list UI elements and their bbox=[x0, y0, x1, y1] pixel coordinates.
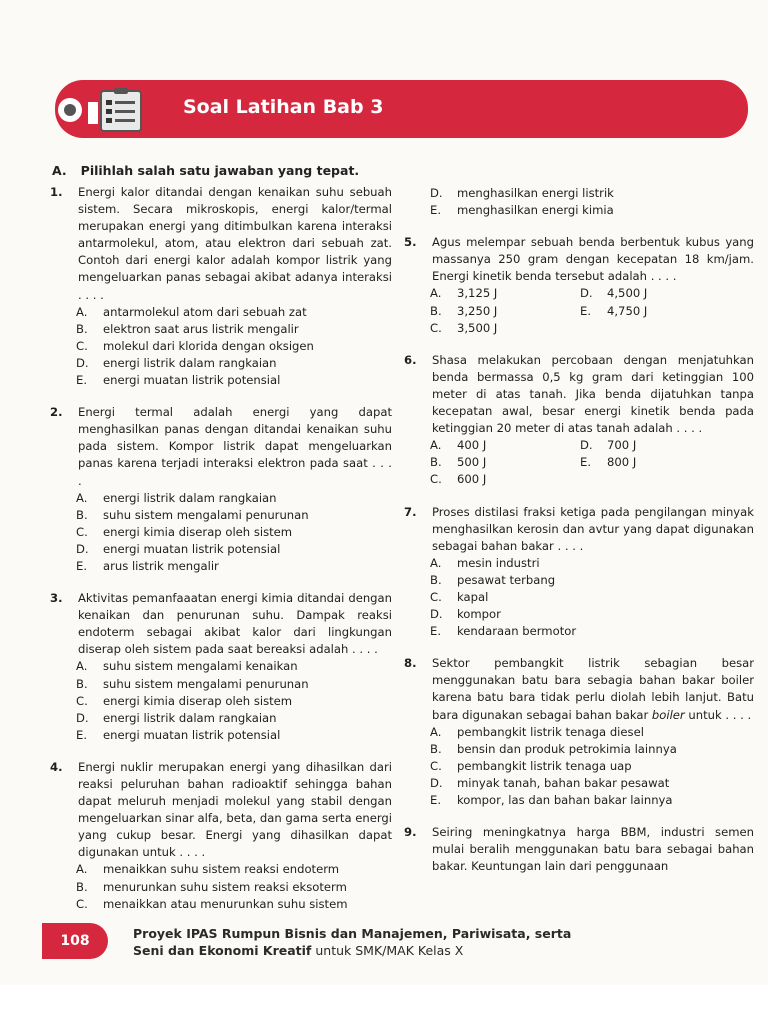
question-text: Seiring meningkatnya harga BBM, industri semen mulai beralih menggunakan batu bara sebagai bahan bakar. Keuntungan lain dari penggunaan bbox=[432, 825, 754, 874]
question-text: Proses distilasi fraksi ketiga pada pengilangan minyak menghasilkan kerosin dan avtur yang dapat digunakan sebagai bahan bakar . . . . bbox=[432, 504, 754, 553]
question-text: Energi termal adalah energi yang dapat menghasilkan panas dengan ditandai kenaikan suhu pada sistem. Kompor listrik dapat mengeluarkan panas karena terjadi interaksi elektron pada saat . . . . bbox=[78, 405, 392, 488]
question-text: Sektor pembangkit listrik sebagian besar menggunakan batu bara sebagia bahan bakar boiler karena batu bara tidak perlu diolah lebih lanjut. Batu bara digunakan sebagai bahan bakar boiler untuk . . . . bbox=[432, 656, 754, 722]
option: D. energi muatan listrik potensial bbox=[76, 541, 281, 556]
option: E. kompor, las dan bahan bakar lainnya bbox=[430, 793, 673, 807]
question-number: 5. bbox=[404, 235, 417, 250]
question-6 bbox=[404, 352, 754, 489]
option: A. suhu sistem mengalami kenaikan bbox=[76, 659, 298, 674]
option: B. suhu sistem mengalami penurunan bbox=[76, 507, 309, 522]
question-number: 7. bbox=[404, 504, 417, 519]
page-number: 108 bbox=[42, 923, 108, 959]
option: A. energi listrik dalam rangkaian bbox=[76, 490, 277, 505]
question-number: 4. bbox=[50, 759, 63, 774]
option: A. 3,125 J bbox=[430, 286, 498, 301]
question-4 bbox=[50, 759, 392, 913]
option: C. menaikkan atau menurunkan suhu sistem bbox=[76, 896, 348, 911]
book-title-footer bbox=[133, 925, 571, 959]
option: C. pembangkit listrik tenaga uap bbox=[430, 758, 632, 773]
option: C. energi kimia diserap oleh sistem bbox=[76, 693, 293, 708]
question-3 bbox=[50, 590, 392, 744]
option: E. arus listrik mengalir bbox=[76, 558, 219, 573]
footer-line-1: Proyek IPAS Rumpun Bisnis dan Manajemen, Pariwisata, serta bbox=[133, 926, 572, 941]
question-number: 1. bbox=[50, 185, 63, 199]
option: C. 3,500 J bbox=[430, 320, 498, 335]
question-7 bbox=[404, 504, 754, 641]
option: B. menurunkan suhu sistem reaksi eksoterm bbox=[76, 879, 347, 894]
instruction-text: Pilihlah salah satu jawaban yang tepat. bbox=[80, 163, 360, 178]
section-letter: A. bbox=[52, 163, 67, 178]
option: C. energi kimia diserap oleh sistem bbox=[76, 524, 293, 539]
page-bottom-margin bbox=[0, 985, 768, 1024]
question-5 bbox=[404, 234, 754, 337]
question-number: 9. bbox=[404, 825, 417, 840]
question-2 bbox=[50, 404, 392, 575]
option: A. 400 J bbox=[430, 438, 487, 453]
option: A. pembangkit listrik tenaga diesel bbox=[430, 724, 644, 739]
left-column bbox=[50, 184, 392, 913]
option: B. pesawat terbang bbox=[430, 572, 556, 587]
option: D. 4,500 J bbox=[580, 286, 648, 301]
option: B. 500 J bbox=[430, 455, 487, 470]
option: A. antarmolekul atom dari sebuah zat bbox=[76, 304, 307, 319]
option: D. minyak tanah, bahan bakar pesawat bbox=[430, 775, 670, 790]
question-text: Agus melempar sebuah benda berbentuk kubus yang massanya 250 gram dengan kecepatan 18 km/jam. Energi kinetik benda tersebut adalah . . . . bbox=[432, 235, 754, 284]
question-text: Energi nuklir merupakan energi yang dihasilkan dari reaksi peluruhan bahan radioaktif sehingga bahan dapat meluruh menjadi molekul yang stabil dengan mengeluarkan sinar alfa, beta, dan gama serta energi yang cukup besar. Energi yang dihasilkan dapat digunakan untuk . . . . bbox=[78, 759, 392, 860]
option: D. energi listrik dalam rangkaian bbox=[76, 710, 277, 725]
chapter-title: Soal Latihan Bab 3 bbox=[183, 96, 384, 118]
question-9 bbox=[404, 824, 754, 875]
option: E. kendaraan bermotor bbox=[430, 624, 577, 639]
option: B. bensin dan produk petrokimia lainnya bbox=[430, 741, 677, 756]
question-number: 6. bbox=[404, 352, 417, 367]
question-number: 8. bbox=[404, 656, 417, 671]
option: D. 700 J bbox=[580, 438, 637, 453]
option: E. 4,750 J bbox=[580, 303, 648, 318]
option: B. elektron saat arus listrik mengalir bbox=[76, 321, 299, 336]
section-instruction bbox=[52, 163, 359, 178]
right-column bbox=[404, 185, 754, 875]
question-1 bbox=[50, 184, 392, 389]
question-text: Aktivitas pemanfaaatan energi kimia ditandai dengan kenaikan dan penurunan suhu. Dampak reaksi endoterm sebagai akibat kalor dari lingkungan diserap oleh sistem pada saat bereaksi adalah . . . . bbox=[78, 591, 392, 657]
option: C. kapal bbox=[430, 589, 489, 604]
option: C. molekul dari klorida dengan oksigen bbox=[76, 338, 314, 353]
question-8 bbox=[404, 655, 754, 809]
option: D. menghasilkan energi listrik bbox=[430, 186, 614, 200]
option: A. menaikkan suhu sistem reaksi endoterm bbox=[76, 862, 340, 877]
question-number: 2. bbox=[50, 405, 63, 420]
option: B. suhu sistem mengalami penurunan bbox=[76, 676, 309, 691]
question-text: Shasa melakukan percobaan dengan menjatuhkan benda bermassa 0,5 kg gram dari ketinggian 100 meter di atas tanah. Jika benda dijatuhkan tanpa kecepatan awal, besar energi kinetik benda pada ketinggian 20 meter di atas tanah adalah . . . . bbox=[432, 352, 754, 436]
option: A. mesin industri bbox=[430, 555, 540, 570]
question-4-continued bbox=[430, 185, 754, 219]
question-text: Energi kalor ditandai dengan kenaikan suhu sebuah sistem. Secara mikroskopis, energi kalor/termal merupakan energi yang ditimbulkan karena interaksi antarmolekul, atom, atau elektron dari sebuah zat. Contoh dari energi kalor adalah kompor listrik yang mengeluarkan panas sebagai akibat adanya interaksi . . . . bbox=[78, 185, 392, 302]
option: B. 3,250 J bbox=[430, 303, 498, 318]
footer-line-2: Seni dan Ekonomi Kreatif untuk SMK/MAK Kelas X bbox=[133, 943, 464, 958]
option: E. menghasilkan energi kimia bbox=[430, 203, 614, 218]
option: D. energi listrik dalam rangkaian bbox=[76, 355, 277, 370]
question-number: 3. bbox=[50, 591, 63, 606]
option: E. energi muatan listrik potensial bbox=[76, 727, 281, 742]
option: E. 800 J bbox=[580, 455, 637, 470]
clipboard-checklist-icon bbox=[58, 88, 166, 132]
option: E. energi muatan listrik potensial bbox=[76, 373, 281, 388]
option: D. kompor bbox=[430, 607, 501, 622]
option: C. 600 J bbox=[430, 472, 487, 487]
